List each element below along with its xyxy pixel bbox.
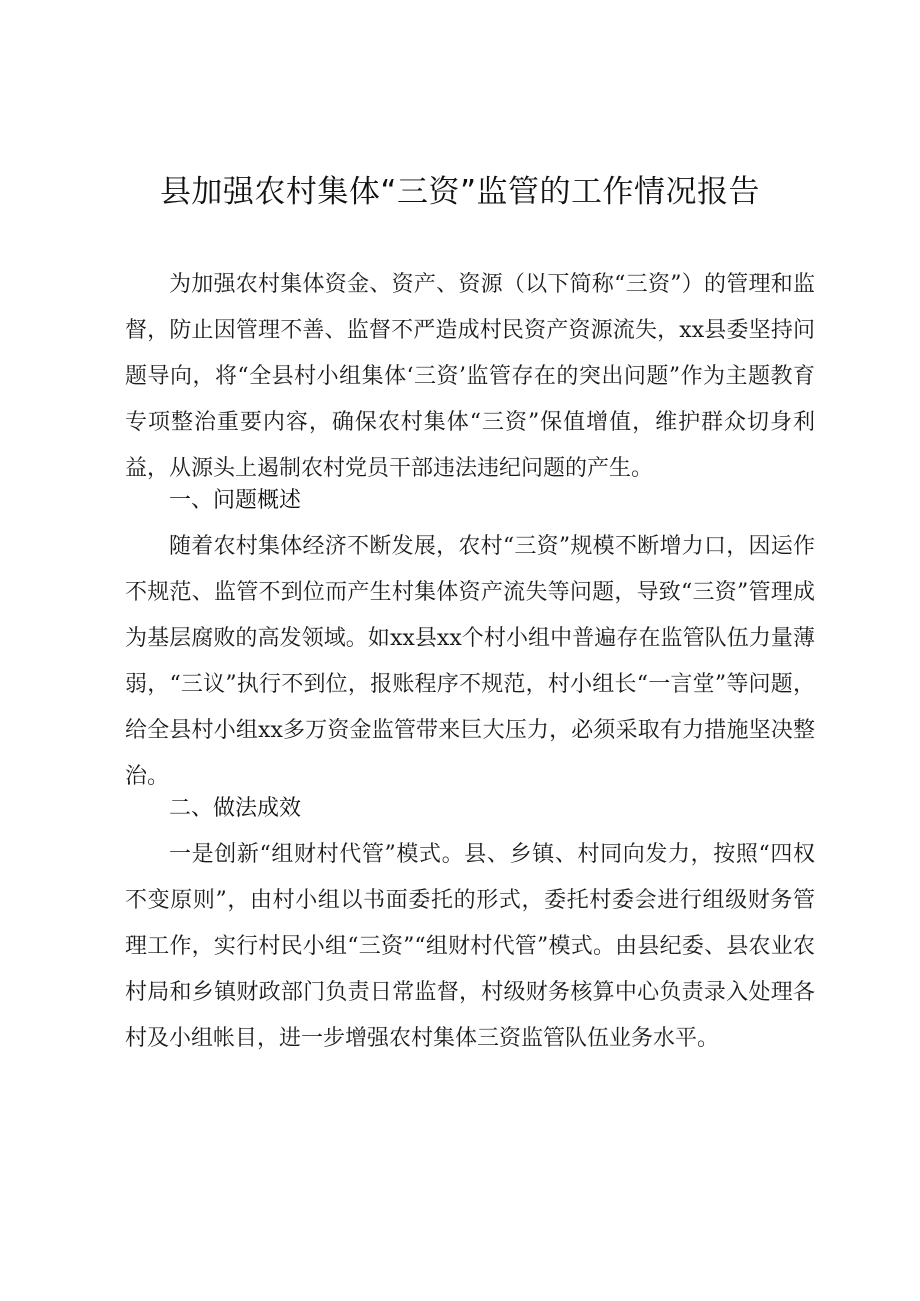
section-paragraph-practices: 一是创新“组财村代管”模式。县、乡镇、村同向发力，按照“四权不变原则”，由村小组以书面委托的形式，委托村委会进行组级财务管理工作，实行村民小组“三资”“组财村代管”模式。由县纪委、县农业农村局和乡镇财政部门负责日常监督，村级财务核算中心负责录入处理各村及小组帐目，进一步增强农村集体三资监管队伍业务水平。 <box>125 842 815 1051</box>
intro-paragraph: 为加强农村集体资金、资产、资源（以下简称“三资”）的管理和监督，防止因管理不善、监督不严造成村民资产资源流失，xx县委坚持问题导向，将“全县村小组集体‘三资’监管存在的突出问题”作为主题教育专项整治重要内容，确保农村集体“三资”保值增值，维护群众切身利益，从源头上遏制农村党员干部违法违纪问题的产生。 <box>125 272 815 481</box>
document-title: 县加强农村集体“三资”监管的工作情况报告 <box>159 174 761 210</box>
section-heading-practices: 二、做法成效 <box>169 796 302 821</box>
section-paragraph-overview: 随着农村集体经济不断发展，农村“三资”规模不断增力口，因运作不规范、监管不到位而产生村集体资产流失等问题，导致“三资”管理成为基层腐败的高发领域。如xx县xx个村小组中普遍存在监管队伍力量薄弱，“三议”执行不到位，报账程序不规范，村小组长“一言堂”等问题，给全县村小组xx多万资金监管带来巨大压力，必须采取有力措施坚决整治。 <box>125 534 815 789</box>
section-heading-overview: 一、问题概述 <box>169 488 302 513</box>
